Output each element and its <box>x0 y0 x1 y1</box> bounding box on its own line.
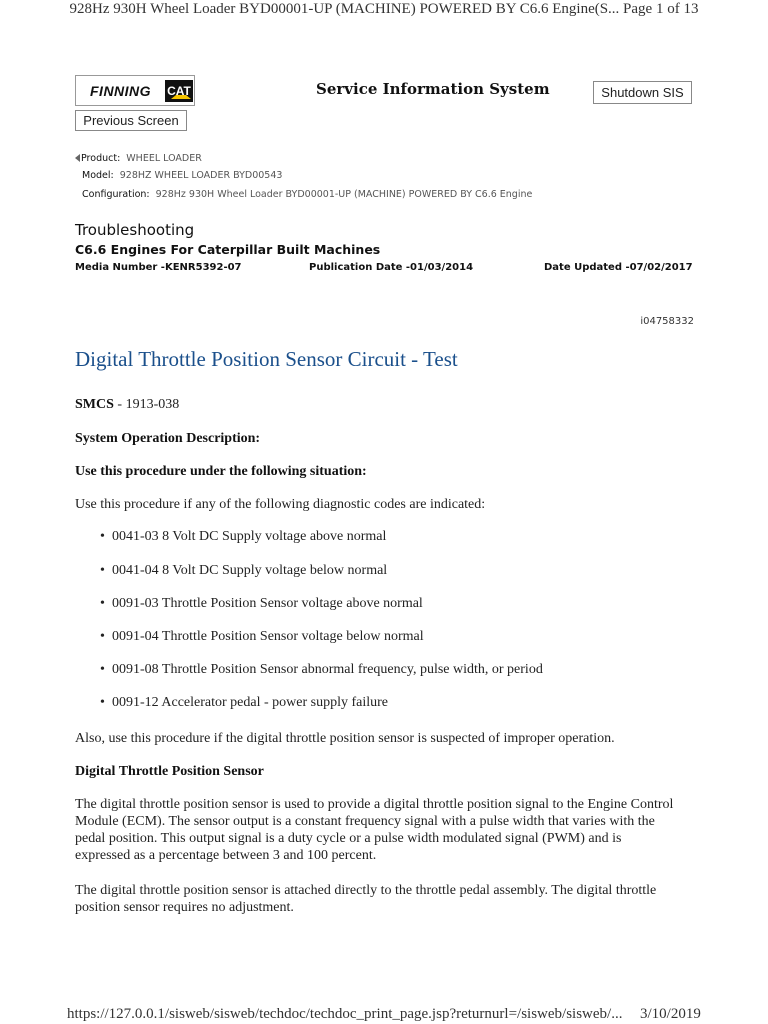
code-list-item: • 0091-04 Throttle Position Sensor voltage below normal <box>100 629 424 645</box>
manual-subtitle: C6.6 Engines For Caterpillar Built Machines <box>75 242 381 257</box>
use-procedure-heading: Use this procedure under the following situation: <box>75 464 367 479</box>
cat-logo-icon: CAT <box>165 80 193 102</box>
shutdown-sis-button[interactable]: Shutdown SIS <box>593 81 692 104</box>
finning-cat-logo <box>75 75 195 106</box>
page-title: Service Information System <box>316 80 550 98</box>
product-value: WHEEL LOADER <box>126 153 202 164</box>
previous-screen-button[interactable]: Previous Screen <box>75 110 187 131</box>
product-row <box>75 153 202 164</box>
publication-date: Publication Date -01/03/2014 <box>309 262 474 273</box>
code-list-item: • 0041-03 8 Volt DC Supply voltage above normal <box>100 529 386 545</box>
also-paragraph: Also, use this procedure if the digital throttle position sensor is suspected of improper operation. <box>75 731 615 746</box>
sensor-description-paragraph: The digital throttle position sensor is used to provide a digital throttle position signal to the Engine Control Module (ECM). The sensor output is a constant frequency signal with a pulse width that varies with the pedal position. This output signal is a duty cycle or a pulse width modulated signal (PWM) and is expressed as a percentage between 3 and 100 percent. <box>75 797 674 863</box>
smcs-line <box>75 396 675 413</box>
back-arrow-icon[interactable] <box>75 154 80 162</box>
finning-logo-text: FINNING <box>90 83 152 99</box>
footer-date: 3/10/2019 <box>640 1006 701 1022</box>
code-list-item: • 0091-08 Throttle Position Sensor abnormal frequency, pulse width, or period <box>100 662 543 678</box>
code-list-item: • 0091-12 Accelerator pedal - power supply failure <box>100 695 388 711</box>
model-label: Model: <box>82 170 114 181</box>
manual-section: Troubleshooting <box>75 221 195 239</box>
document-id: i04758332 <box>640 316 694 327</box>
print-page-header: 928Hz 930H Wheel Loader BYD00001-UP (MACHINE) POWERED BY C6.6 Engine(S... Page 1 of 13 <box>69 1 699 17</box>
code-list-item: • 0091-03 Throttle Position Sensor voltage above normal <box>100 596 423 612</box>
footer-url: https://127.0.0.1/sisweb/sisweb/techdoc/techdoc_print_page.jsp?returnurl=/sisweb/sisweb/... <box>67 1006 623 1022</box>
code-list-item: • 0041-04 8 Volt DC Supply voltage below normal <box>100 563 387 579</box>
product-label: Product: <box>81 153 121 164</box>
date-updated: Date Updated -07/02/2017 <box>544 262 693 273</box>
intro-paragraph: Use this procedure if any of the following diagnostic codes are indicated: <box>75 497 486 512</box>
system-operation-heading: System Operation Description: <box>75 431 261 446</box>
configuration-label: Configuration: <box>82 189 150 200</box>
document-title: Digital Throttle Position Sensor Circuit - Test <box>75 347 458 371</box>
configuration-row <box>82 189 532 200</box>
model-value: 928HZ WHEEL LOADER BYD00543 <box>119 170 283 181</box>
smcs-label: SMCS <box>75 397 114 412</box>
sensor-heading: Digital Throttle Position Sensor <box>75 764 264 779</box>
media-number: Media Number -KENR5392-07 <box>75 262 242 273</box>
smcs-value: - 1913-038 <box>113 397 180 412</box>
model-row <box>82 170 282 181</box>
sensor-mounting-paragraph: The digital throttle position sensor is attached directly to the throttle pedal assembly. The digital throttle position sensor requires no adjustment. <box>75 883 657 915</box>
configuration-value: 928Hz 930H Wheel Loader BYD00001-UP (MACHINE) POWERED BY C6.6 Engine <box>155 189 533 200</box>
